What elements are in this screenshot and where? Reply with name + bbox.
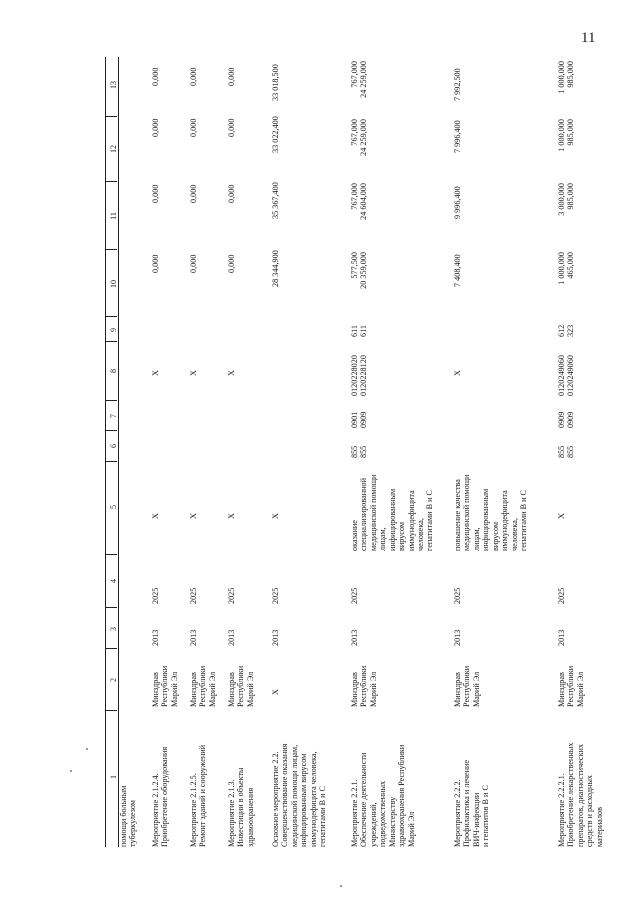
column-divider — [105, 116, 117, 117]
amount-2015: 33 022,400 — [271, 116, 280, 153]
start-year: 2013 — [189, 629, 198, 646]
executor: Минздрав Республики Марий Эл — [350, 665, 378, 707]
amount-2014: 3 000,000 985,000 — [557, 183, 576, 216]
column-header: 9 — [109, 328, 118, 332]
amount-2015: 0,000 — [151, 118, 160, 137]
ministry-code: 855 855 — [350, 445, 369, 458]
column-divider — [105, 400, 117, 401]
amount-2016: 767,000 24 259,000 — [350, 61, 369, 98]
amount-2016: 33 018,500 — [271, 64, 280, 101]
column-header: 4 — [109, 579, 118, 583]
event-name: Мероприятие 2.2.2. Профилактика и лечение ВИЧ-инфекции и гепатитов В и С — [453, 760, 491, 847]
end-year: 2025 — [227, 587, 236, 604]
start-year: 2013 — [350, 629, 359, 646]
expected-result: X — [227, 513, 236, 519]
column-header: 11 — [109, 212, 118, 220]
scan-speck — [70, 770, 72, 772]
event-name: помощи больным туберкулезом — [119, 785, 138, 847]
amount-2014: 9 996,400 — [453, 186, 462, 219]
amount-2014: 0,000 — [227, 184, 236, 203]
page-number: 11 — [581, 30, 596, 46]
scan-speck — [86, 748, 88, 750]
column-header: 13 — [109, 81, 118, 89]
column-divider — [105, 316, 117, 317]
amount-2016: 0,000 — [151, 67, 160, 86]
column-divider — [105, 710, 117, 711]
expected-result: X — [557, 513, 566, 519]
ministry-code: 855 855 — [557, 445, 576, 458]
amount-2014: 0,000 — [151, 184, 160, 203]
column-divider — [105, 461, 117, 462]
amount-2015: 7 996,400 — [453, 120, 462, 153]
amount-2016: 0,000 — [189, 67, 198, 86]
amount-2015: 0,000 — [189, 118, 198, 137]
end-year: 2025 — [189, 587, 198, 604]
amount-2016: 0,000 — [227, 67, 236, 86]
start-year: 2013 — [557, 629, 566, 646]
column-divider — [105, 181, 117, 182]
event-name: Мероприятие 2.1.2.5. Ремонт зданий и сооружений — [189, 745, 208, 847]
target-article: X — [453, 370, 462, 376]
column-header: 2 — [109, 678, 118, 682]
end-year: 2025 — [350, 587, 359, 604]
executor: Минздрав Республики Марий Эл — [151, 665, 179, 707]
expense-type: 611 611 — [350, 325, 369, 337]
column-header: 3 — [109, 627, 118, 631]
column-divider — [105, 249, 117, 250]
expected-result: X — [151, 513, 160, 519]
column-header: 10 — [109, 280, 118, 288]
amount-2014: 767,000 24 604,000 — [350, 183, 369, 220]
target-article: X — [227, 370, 236, 376]
amount-2013: 577,500 20 359,000 — [350, 252, 369, 289]
target-article: 0120228020 0120228120 — [350, 355, 369, 396]
section-code: 0909 0909 — [557, 411, 576, 428]
column-header: 12 — [109, 145, 118, 153]
end-year: 2025 — [557, 587, 566, 604]
target-article: X — [151, 370, 160, 376]
executor: X — [271, 689, 280, 695]
event-name: Основное мероприятие 2.2. Совершенствование оказания медицинской помощи лицам, инфицированным вирусом иммунодефицита человека, гепатитами В и С — [271, 743, 328, 847]
executor: Минздрав Республики Марий Эл — [453, 665, 481, 707]
column-divider — [105, 607, 117, 608]
start-year: 2013 — [271, 629, 280, 646]
executor: Минздрав Республики Марий Эл — [189, 665, 217, 707]
expected-result: повышение качества медицинской помощи лицам, инфицированным вирусом иммунодефицита человека, гепатитами В и С — [453, 474, 528, 551]
amount-2014: 0,000 — [189, 184, 198, 203]
start-year: 2013 — [227, 629, 236, 646]
amount-2013: 7 408,400 — [453, 254, 462, 287]
expected-result: X — [271, 513, 280, 519]
end-year: 2025 — [453, 587, 462, 604]
event-name: Мероприятие 2.2.1. Обеспечение деятельности учреждений, подведомственных Министерству здравоохранения Республики Марий Эл — [350, 744, 416, 847]
amount-2015: 1 000,000 985,000 — [557, 119, 576, 152]
amount-2015: 767,000 24 259,000 — [350, 119, 369, 156]
amount-2016: 7 992,500 — [453, 68, 462, 101]
event-name: Мероприятие 2.1.3. Инвестиции в объекты здравоохранения — [227, 767, 255, 847]
amount-2016: 1 000,000 985,000 — [557, 61, 576, 94]
start-year: 2013 — [151, 629, 160, 646]
target-article: 0120249060 0120249060 — [557, 355, 576, 396]
executor: Минздрав Республики Марий Эл — [227, 665, 255, 707]
event-name: Мероприятие 2.1.2.4. Приобретение оборудования — [151, 746, 170, 847]
start-year: 2013 — [453, 629, 462, 646]
expected-result: X — [189, 513, 198, 519]
amount-2013: 0,000 — [227, 254, 236, 273]
section-code: 0901 0909 — [350, 411, 369, 428]
column-header: 8 — [109, 369, 118, 373]
end-year: 2025 — [271, 587, 280, 604]
amount-2013: 28 344,900 — [271, 250, 280, 287]
event-name: Мероприятие 2.2.2.1. Приобретение лекарственных препаратов, диагностических средств и расходных материалов — [557, 742, 604, 847]
expense-type: 612 323 — [557, 324, 576, 337]
end-year: 2025 — [151, 587, 160, 604]
column-header: 7 — [109, 414, 118, 418]
column-divider — [105, 554, 117, 555]
expected-result: оказание специализированной медицинской помощи лицам, инфицированным вирусом иммунодефицита человека, гепатитами В и С — [350, 474, 435, 551]
executor: Минздрав Республики Марий Эл — [557, 665, 585, 707]
program-table — [105, 57, 625, 847]
amount-2015: 0,000 — [227, 118, 236, 137]
column-divider — [105, 341, 117, 342]
scan-speck — [340, 885, 342, 887]
column-divider — [105, 430, 117, 431]
column-header: 5 — [109, 505, 118, 509]
amount-2013: 0,000 — [151, 254, 160, 273]
column-divider — [105, 648, 117, 649]
column-header: 6 — [109, 444, 118, 448]
amount-2014: 35 367,400 — [271, 182, 280, 219]
amount-2013: 0,000 — [189, 254, 198, 273]
target-article: X — [189, 370, 198, 376]
amount-2013: 1 000,000 465,000 — [557, 252, 576, 285]
column-header: 1 — [109, 775, 118, 779]
